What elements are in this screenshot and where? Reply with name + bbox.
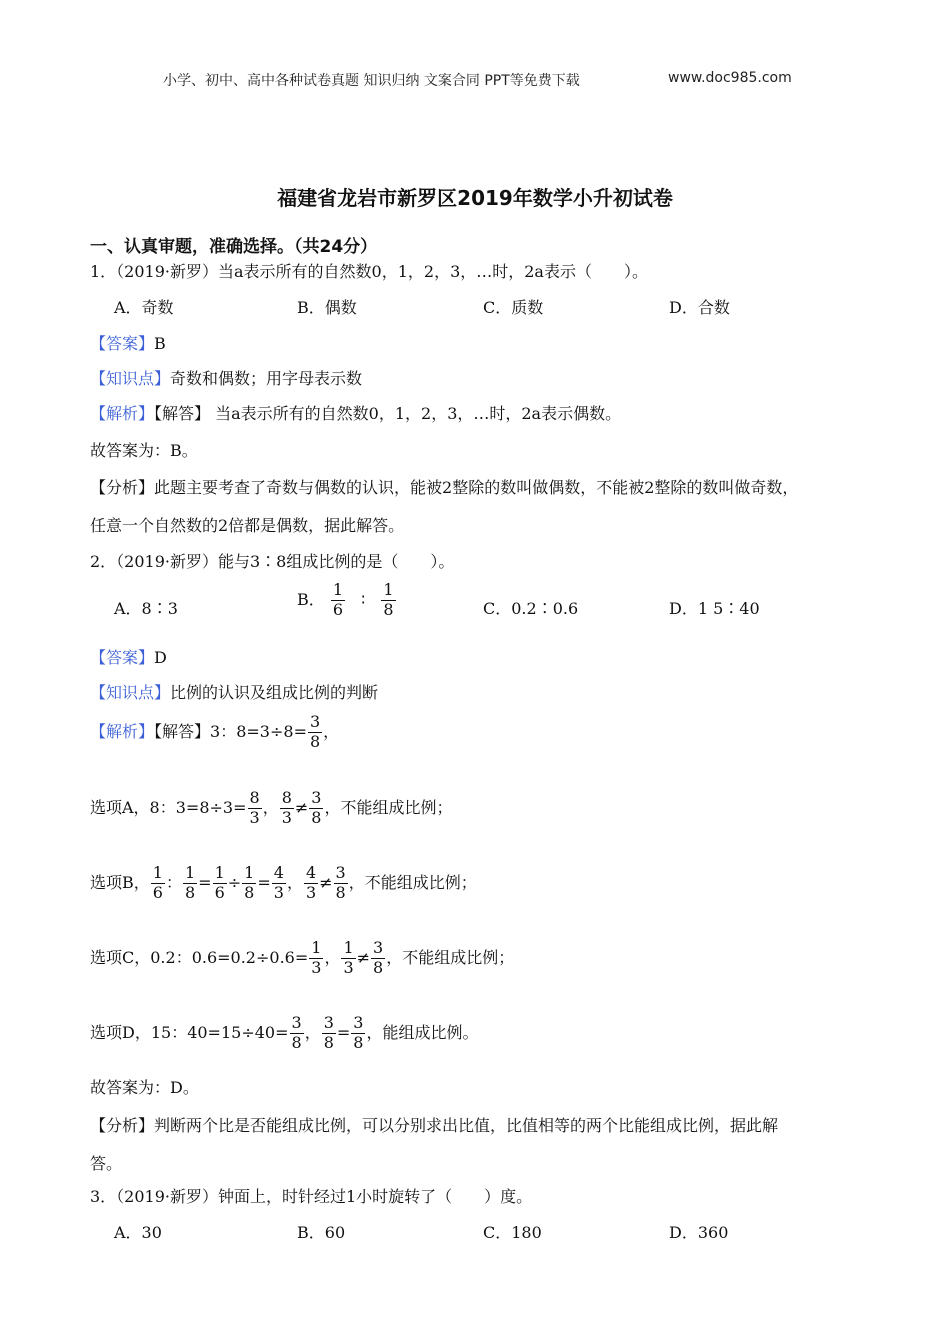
q1-analysis-line2: 任意一个自然数的2倍都是偶数，据此解答。 (90, 516, 405, 535)
fraction-3-8: $\frac{3}{8}$ (291, 1013, 302, 1052)
fenxi-tag: 【分析】 (90, 478, 155, 497)
q2-option-a: A．8∶3 (114, 599, 178, 618)
fenxi-tag: 【分析】 (90, 1116, 155, 1135)
q2-option-b (297, 582, 397, 619)
q2-answer-line (90, 645, 167, 668)
q1-option-d: D．合数 (669, 298, 730, 317)
comma: ， (262, 797, 279, 817)
fraction-3-8: $\frac{3}{8}$ (323, 1013, 334, 1052)
fraction-3-8: $\frac{3}{8}$ (335, 863, 346, 902)
header-text: 小学、初中、高中各种试卷真题 知识归纳 文案合同 PPT等免费下载 (163, 73, 580, 89)
q2-knowledge-line (90, 680, 378, 703)
q3-option-a: A．30 (114, 1223, 162, 1242)
q2-line-b (90, 865, 477, 902)
fraction-3-8: $\frac{3}{8}$ (373, 938, 384, 977)
q2-analysis-line2: 答。 (90, 1154, 123, 1173)
eq-sign: = (336, 1022, 351, 1042)
fraction-3-8: $\frac{3}{8}$ (309, 712, 321, 751)
fraction-8-3: $\frac{8}{3}$ (281, 788, 292, 827)
answer-tag: 【答案】 (90, 334, 155, 353)
q2-line-b-post: ，不能组成比例； (348, 872, 477, 892)
comma: ， (304, 1022, 321, 1042)
q2-line-a-pre: 选项A，8：3=8÷3= (90, 797, 247, 817)
comma: ， (286, 872, 303, 892)
q2-solution-head (90, 714, 339, 751)
q2-option-b-label: B． (297, 589, 325, 609)
analysis-tag: 【解析】 (90, 721, 155, 741)
q3-option-c: C．180 (483, 1223, 542, 1242)
eq-sign: = (198, 872, 212, 892)
q2-line-a-post: ，不能组成比例； (324, 797, 453, 817)
colon: ： (165, 872, 182, 892)
fraction-1-3: $\frac{1}{3}$ (311, 938, 322, 977)
knowledge-tag: 【知识点】 (90, 683, 171, 702)
fraction-1-6: $\frac{1}{6}$ (332, 580, 344, 619)
fraction-1-8: $\frac{1}{8}$ (184, 863, 196, 902)
comma: ， (323, 721, 340, 741)
q2-line-d-post: ，能组成比例。 (366, 1022, 479, 1042)
q2-analysis-1: 判断两个比是否能组成比例，可以分别求出比值，比值相等的两个比能组成比例，据此解 (154, 1116, 779, 1135)
fraction-3-8: $\frac{3}{8}$ (353, 1013, 364, 1052)
q2-line-d-pre: 选项D，15：40=15÷40= (90, 1022, 289, 1042)
q2-option-d: D．1 5∶40 (669, 599, 760, 618)
q2-answer: D (154, 648, 167, 667)
fraction-1-8: $\frac{1}{8}$ (383, 580, 394, 619)
fraction-3-8: $\frac{3}{8}$ (311, 788, 322, 827)
q2-analysis-line1 (90, 1113, 778, 1136)
q2-sol-head: 3：8=3÷8= (210, 721, 307, 741)
page-title: 福建省龙岩市新罗区2019年数学小升初试卷 (277, 186, 673, 210)
div-sign: ÷ (227, 872, 242, 892)
q1-answer-line (90, 331, 166, 354)
q2-knowledge: 比例的认识及组成比例的判断 (170, 683, 379, 702)
q1-knowledge: 奇数和偶数；用字母表示数 (170, 369, 363, 388)
q3-stem: 3．（2019·新罗）钟面上，时针经过1小时旋转了（ ）度。 (90, 1187, 533, 1206)
q1-analysis-line1 (90, 475, 798, 498)
neq-sign: ≠ (319, 872, 333, 892)
q2-option-b-colon: ∶ (361, 589, 366, 609)
fraction-1-8: $\frac{1}{8}$ (244, 863, 255, 902)
analysis-tag: 【解析】 (90, 404, 155, 423)
q2-line-c-post: ，不能组成比例； (386, 947, 515, 967)
q1-solution: 当a表示所有的自然数0，1，2，3，…时，2a表示偶数。 (210, 404, 622, 423)
q1-option-c: C．质数 (483, 298, 544, 317)
q1-answer: B (154, 334, 166, 353)
q3-option-b: B．60 (297, 1223, 346, 1242)
fraction-1-3: $\frac{1}{3}$ (343, 938, 354, 977)
solution-tag: 【解答】 (154, 721, 211, 741)
neq-sign: ≠ (356, 947, 371, 967)
header-site: www.doc985.com (668, 70, 792, 86)
knowledge-tag: 【知识点】 (90, 369, 171, 388)
comma: ， (324, 947, 341, 967)
q2-line-d (90, 1015, 479, 1052)
q2-line-c (90, 940, 514, 977)
q2-stem: 2．（2019·新罗）能与3∶8组成比例的是（ ）。 (90, 552, 455, 571)
q2-line-a (90, 790, 453, 827)
answer-tag: 【答案】 (90, 648, 155, 667)
fraction-8-3: $\frac{8}{3}$ (249, 788, 260, 827)
q2-line-b-pre: 选项B， (90, 872, 150, 892)
q1-knowledge-line (90, 366, 362, 389)
q1-conclusion: 故答案为：B。 (90, 441, 198, 460)
q1-option-b: B．偶数 (297, 298, 357, 317)
q1-option-a: A．奇数 (114, 298, 174, 317)
q2-option-c: C．0.2∶0.6 (483, 599, 579, 618)
q2-conclusion: 故答案为：D。 (90, 1078, 199, 1097)
q2-line-c-pre: 选项C，0.2：0.6=0.2÷0.6= (90, 947, 309, 967)
fraction-1-6: $\frac{1}{6}$ (214, 863, 225, 902)
q1-analysis-1: 此题主要考查了奇数与偶数的认识，能被2整除的数叫做偶数，不能被2整除的数叫做奇数， (154, 478, 799, 497)
neq-sign: ≠ (294, 797, 309, 817)
section-heading: 一、认真审题，准确选择。（共24分） (90, 237, 378, 257)
fraction-4-3: $\frac{4}{3}$ (273, 863, 284, 902)
q1-stem: 1．（2019·新罗）当a表示所有的自然数0，1，2，3，…时，2a表示（ ）。 (90, 262, 648, 281)
solution-tag: 【解答】 (154, 404, 211, 423)
eq-sign: = (257, 872, 271, 892)
fraction-4-3: $\frac{4}{3}$ (305, 863, 317, 902)
fraction-1-6: $\frac{1}{6}$ (152, 863, 163, 902)
q3-option-d: D．360 (669, 1223, 729, 1242)
q1-solution-line (90, 401, 621, 424)
